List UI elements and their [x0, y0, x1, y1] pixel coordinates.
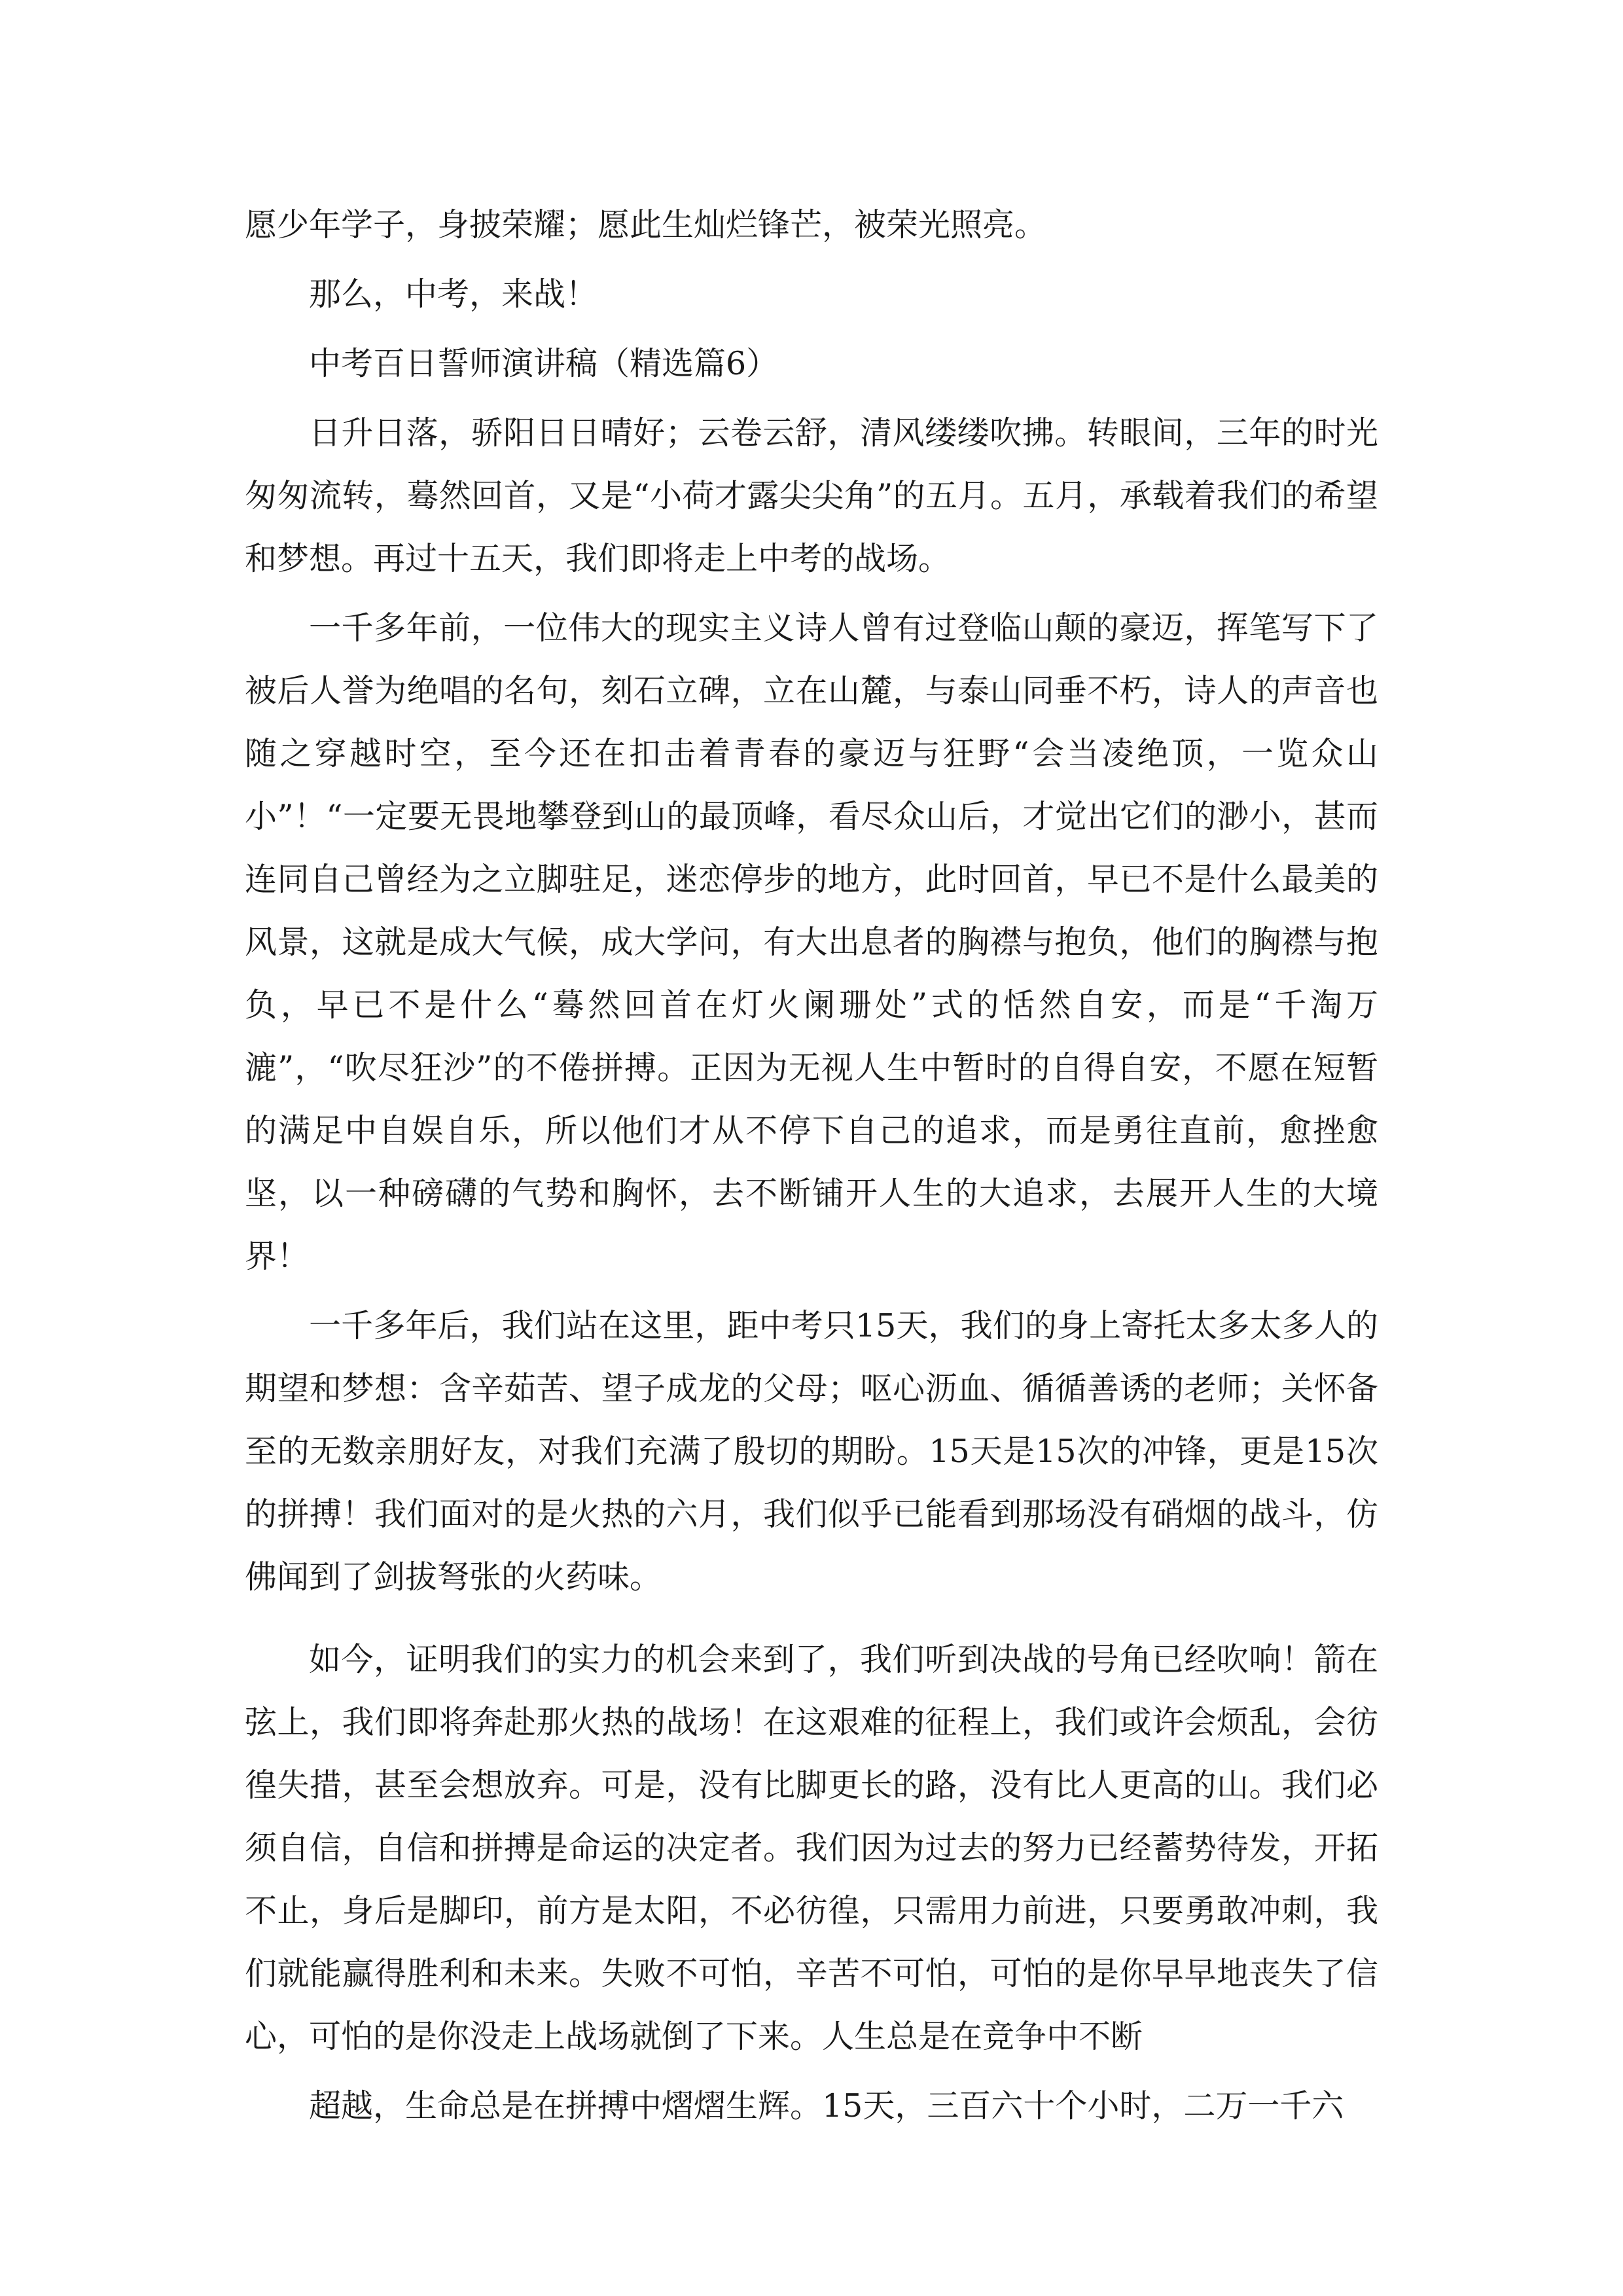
section-heading: 中考百日誓师演讲稿（精选篇6）: [309, 345, 779, 382]
paragraph-1: 愿少年学子，身披荣耀；愿此生灿烂锋芒，被荣光照亮。: [245, 206, 1047, 243]
paragraph-3: 日升日落，骄阳日日晴好；云卷云舒，清风缕缕吹拂。转眼间，三年的时光匆匆流转，蓦然回首，又是“小荷才露尖尖角”的五月。五月，承载着我们的希望和梦想。再过十五天，我们即将走上中考的战场。: [245, 414, 1378, 577]
paragraph-7: 超越，生命总是在拼搏中熠熠生辉。15天，三百六十个小时，二万一千六: [309, 2087, 1344, 2125]
document-body: [245, 194, 1378, 2138]
paragraph-4: 一千多年前，一位伟大的现实主义诗人曾有过登临山颠的豪迈，挥笔写下了被后人誉为绝唱的名句，刻石立碑，立在山麓，与泰山同垂不朽，诗人的声音也随之穿越时空，至今还在扣击着青春的豪迈与狂野“会当凌绝顶，一览众山小”！“一定要无畏地攀登到山的最顶峰，看尽众山后，才觉出它们的渺小，甚而连同自己曾经为之立脚驻足，迷恋停步的地方，此时回首，早已不是什么最美的风景，这就是成大气候，成大学问，有大出息者的胸襟与抱负，他们的胸襟与抱负，早已不是什么“蓦然回首在灯火阑珊处”式的恬然自安，而是“千淘万漉”，“吹尽狂沙”的不倦拼搏。正因为无视人生中暂时的自得自安，不愿在短暂的满足中自娱自乐，所以他们才从不停下自己的追求，而是勇往直前，愈挫愈坚，以一种磅礴的气势和胸怀，去不断铺开人生的大追求，去展开人生的大境界！: [245, 609, 1378, 1275]
paragraph-6: 如今，证明我们的实力的机会来到了，我们听到决战的号角已经吹响！箭在弦上，我们即将奔赴那火热的战场！在这艰难的征程上，我们或许会烦乱，会彷徨失措，甚至会想放弃。可是，没有比脚更长的路，没有比人更高的山。我们必须自信，自信和拼搏是命运的决定者。我们因为过去的努力已经蓄势待发，开拓不止，身后是脚印，前方是太阳，不必彷徨，只需用力前进，只要勇敢冲刺，我们就能赢得胜利和未来。失败不可怕，辛苦不可怕，可怕的是你早早地丧失了信心，可怕的是你没走上战场就倒了下来。人生总是在竞争中不断: [245, 1641, 1378, 2055]
paragraph-5: 一千多年后，我们站在这里，距中考只15天，我们的身上寄托太多太多人的期望和梦想：含辛茹苦、望子成龙的父母；呕心沥血、循循善诱的老师；关怀备至的无数亲朋好友，对我们充满了殷切的期盼。15天是15次的冲锋，更是15次的拼搏！我们面对的是火热的六月，我们似乎已能看到那场没有硝烟的战斗，仿佛闻到了剑拔弩张的火药味。: [245, 1307, 1378, 1596]
paragraph-2: 那么，中考，来战！: [309, 276, 598, 313]
